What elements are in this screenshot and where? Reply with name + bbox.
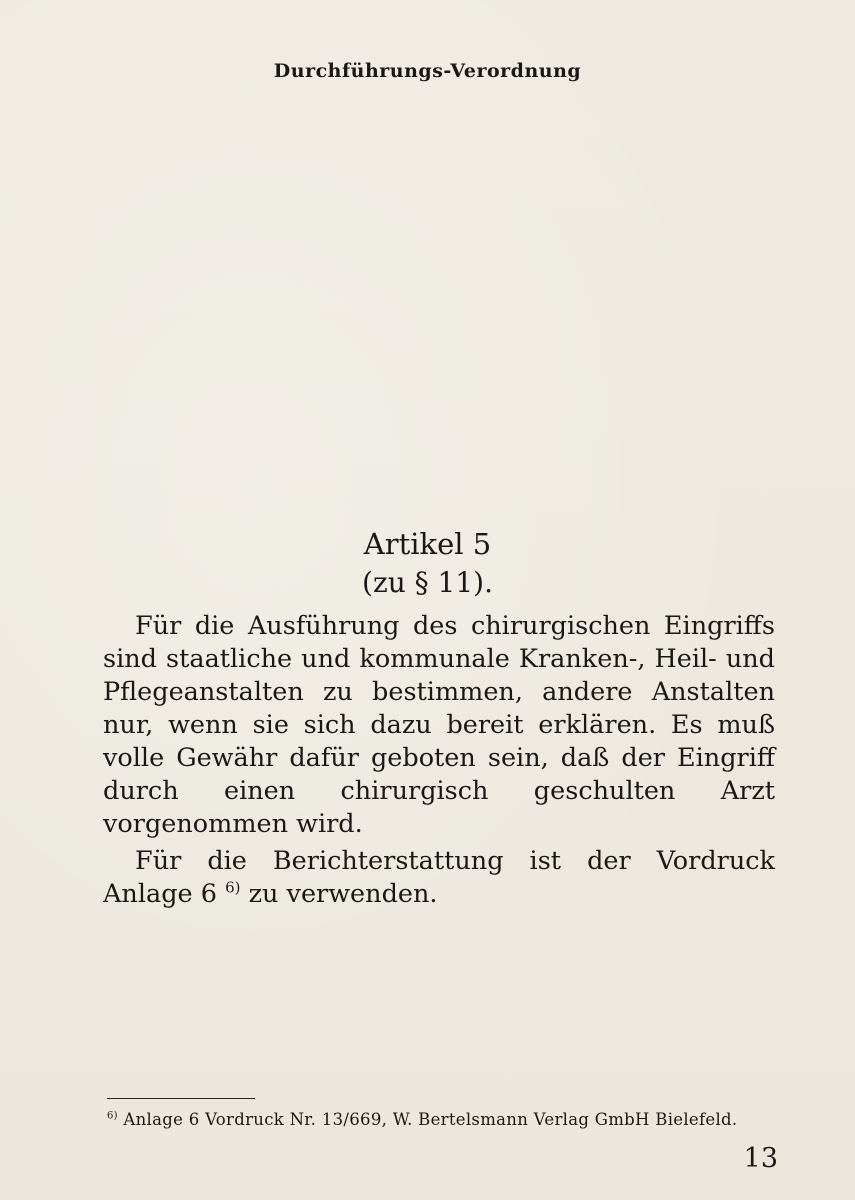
paragraph-1: Für die Ausführung des chirurgischen Eingriffs sind staatliche und kommunale Kranken-, Heil- und Pflegeanstalten zu bestimmen, andere Anstalten nur, wenn sie sich dazu bereit erklären. Es muß volle Gewähr dafür geboten sein, daß der Eingriff durch einen chirurgisch geschulten Arzt vorgenommen wird. (103, 611, 775, 839)
article-reference: (zu § 11). (362, 566, 493, 599)
article-heading: Artikel 5 (363, 527, 492, 561)
footnote-rule (107, 1098, 255, 1099)
paragraph-2 (103, 845, 775, 911)
article-body (103, 610, 775, 911)
footnote (107, 1110, 787, 1129)
footnote-text: Anlage 6 Vordruck Nr. 13/669, W. Bertelsmann Verlag GmbH Bielefeld. (117, 1110, 738, 1129)
footnote-mark: 6) (107, 1110, 118, 1122)
paragraph-2-tail: zu verwenden. (240, 879, 438, 909)
paragraph-2-text: Für die Berichterstattung ist der Vordruck Anlage 6 (103, 846, 775, 909)
running-head: Durchführungs-Verordnung (273, 60, 582, 82)
page-number: 13 (743, 1143, 778, 1174)
footnote-reference: 6) (225, 878, 241, 897)
